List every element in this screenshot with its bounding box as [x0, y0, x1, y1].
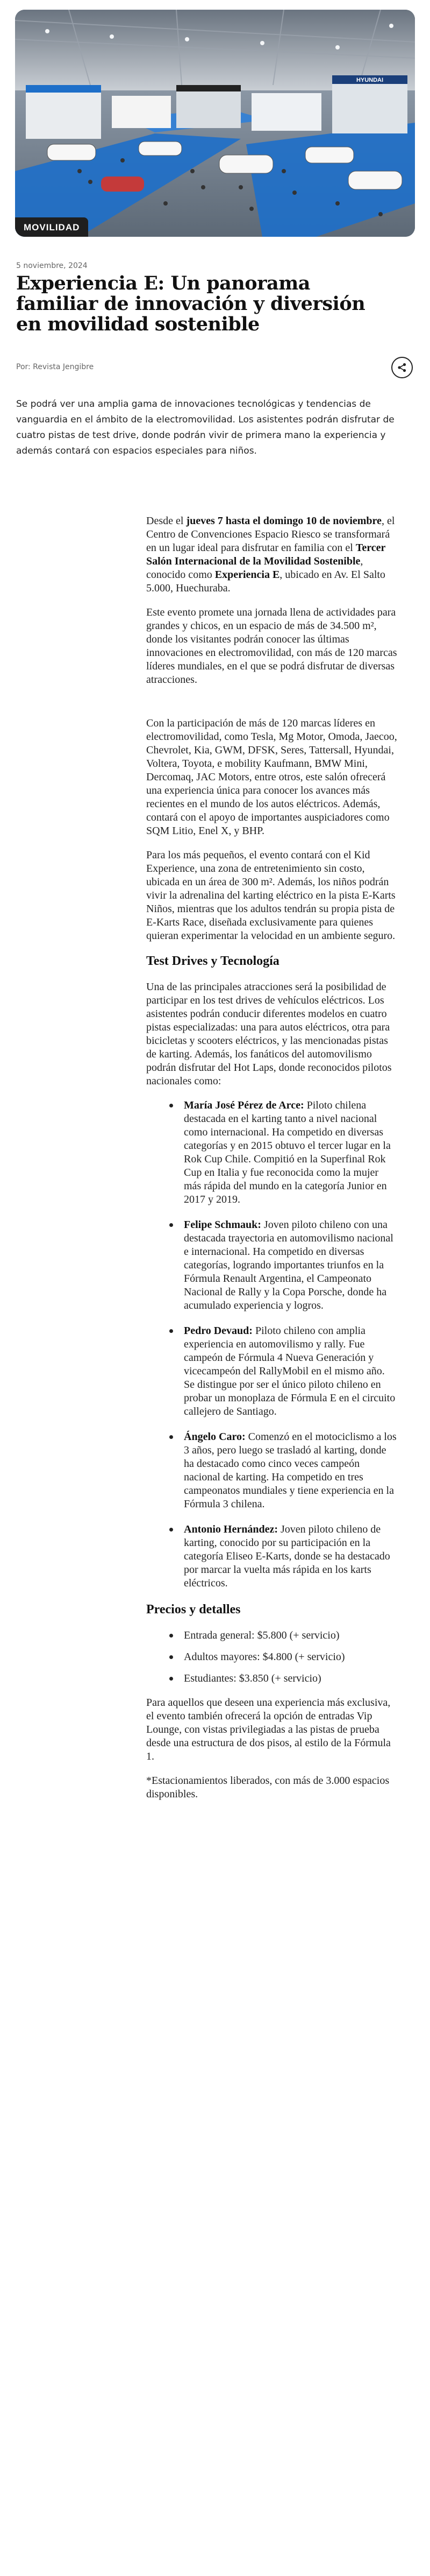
category-badge[interactable]: MOVILIDAD — [15, 217, 88, 237]
list-item: Adultos mayores: $4.800 (+ servicio) — [146, 1650, 398, 1664]
byline: Por: Revista Jengibre — [16, 363, 94, 371]
list-item: Estudiantes: $3.850 (+ servicio) — [146, 1672, 398, 1685]
share-icon — [397, 362, 407, 373]
booth-sign: HYUNDAI — [356, 77, 384, 83]
pilots-list — [146, 1099, 398, 1590]
list-item: Ángelo Caro: Comenzó en el motociclismo a los 3 años, pero luego se trasladó al karting, donde ha destacado como cinco veces campeón nacional de karting. Ha competido en tres campeonatos mundiales y tiene experiencia en la Fórmula 3 chilena. — [146, 1430, 398, 1511]
paragraph: Una de las principales atracciones será la posibilidad de participar en los test drives de vehículos eléctricos. Los asistentes podrán conducir diferentes modelos en cuatro pistas especializadas: una para autos eléctricos, otra para bicicletas y scooters eléctricos, y las mencionadas pistas de karting. Además, los fanáticos del automovilismo podrán disfrutar del Hot Laps, donde reconocidos pilotos nacionales como: — [146, 981, 392, 1087]
list-item: Antonio Hernández: Joven piloto chileno de karting, conocido por su participación en la categoría Eliseo E-Karts, donde se ha destacado por marcar la vuelta más rápida en los karts eléctricos. — [146, 1523, 398, 1590]
section-heading-test-drives: Test Drives y Tecnología — [146, 954, 280, 968]
article-lead: Se podrá ver una amplia gama de innovaciones tecnológicas y tendencias de vanguardia en el ámbito de la electromovilidad. Los asistentes podrán disfrutar de cuatro pistas de test drive, donde podrán vivir de primera mano la experiencia y además contará con espacios especiales para niños. — [16, 399, 395, 456]
paragraph-note: *Estacionamientos liberados, con más de 3.000 espacios disponibles. — [146, 1775, 390, 1800]
list-item: Pedro Devaud: Piloto chileno con amplia experiencia en automovilismo y rally. Fue campeón de Fórmula 4 Nueva Generación y vicecampeón del RallyMobil en el mismo año. Se distingue por ser el único piloto chileno en probar un monoplaza de Fórmula E en el circuito callejero de Santiago. — [146, 1324, 398, 1418]
paragraph: Con la participación de más de 120 marcas líderes en electromovilidad, como Tesla, Mg Motor, Omoda, Jaecoo, Chevrolet, Kia, GWM, DFSK, Seres, Tattersall, Hyundai, Voltera, Toyota, e mobility Kaufmann, BMW Mini, Dercomaq, JAC Motors, entre otros, este salón ofrecerá una experiencia única para conocer los avances más recientes en el mundo de los autos eléctricos. Además, contará con el apoyo de importantes auspiciadores como SQM Litio, Enel X, y BHP. — [146, 717, 397, 837]
expo-hall-illustration — [15, 10, 415, 237]
prices-list — [146, 1629, 398, 1685]
paragraph-intro: Desde el jueves 7 hasta el domingo 10 de noviembre, el Centro de Convenciones Espacio Riesco se transformará en un lugar ideal para disfrutar en familia con el Tercer Salón Internacional de la Movilidad Sostenible, conocido como Experiencia E, ubicado en Av. El Salto 5.000, Huechuraba. — [146, 515, 395, 594]
share-button[interactable] — [391, 357, 413, 378]
list-item: Entrada general: $5.800 (+ servicio) — [146, 1629, 398, 1642]
article-title: Experiencia E: Un panorama familiar de innovación y diversión en movilidad sostenible — [16, 272, 366, 335]
hero-image — [15, 10, 415, 237]
paragraph: Este evento promete una jornada llena de actividades para grandes y chicos, en un espacio de más de 34.500 m², donde los visitantes podrán conocer las últimas innovaciones en electromovilidad, con más de 120 marcas líderes mundiales, en el que se podrá disfrutar de diversas atracciones. — [146, 606, 397, 686]
section-heading-prices: Precios y detalles — [146, 1603, 241, 1617]
article-body — [146, 514, 398, 1812]
list-item: Felipe Schmauk: Joven piloto chileno con una destacada trayectoria en automovilismo nacional e internacional. Ha competido en diversas categorías, logrando importantes triunfos en la Fórmula Renault Argentina, el Campeonato Nacional de Rally y la Copa Porsche, donde ha acumulado experiencia y logros. — [146, 1218, 398, 1312]
publish-date: 5 noviembre, 2024 — [16, 262, 88, 270]
paragraph: Para aquellos que deseen una experiencia más exclusiva, el evento también ofrecerá la opción de entradas Vip Lounge, con vistas privilegiadas a las pistas de prueba desde una estructura de dos pisos, al estilo de la Fórmula 1. — [146, 1697, 391, 1762]
list-item: María José Pérez de Arce: Piloto chilena destacada en el karting tanto a nivel nacional como internacional. Ha competido en diversas categorías y en 2015 obtuvo el tercer lugar en la Rok Cup Chile. Compitió en la Superfinal Rok Cup en Italia y fue reconocida como la mujer más rápida del mundo en la categoría Junior en 2017 y 2019. — [146, 1099, 398, 1206]
paragraph: Para los más pequeños, el evento contará con el Kid Experience, una zona de entretenimiento sin costo, ubicada en un área de 300 m². Además, los niños podrán vivir la adrenalina del karting eléctrico en la pista E-Karts Niños, mientras que los adultos tendrán su propia pista de E-Karts Race, diseñada exclusivamente para quienes quieran experimentar la velocidad en un ambiente seguro. — [146, 849, 396, 942]
